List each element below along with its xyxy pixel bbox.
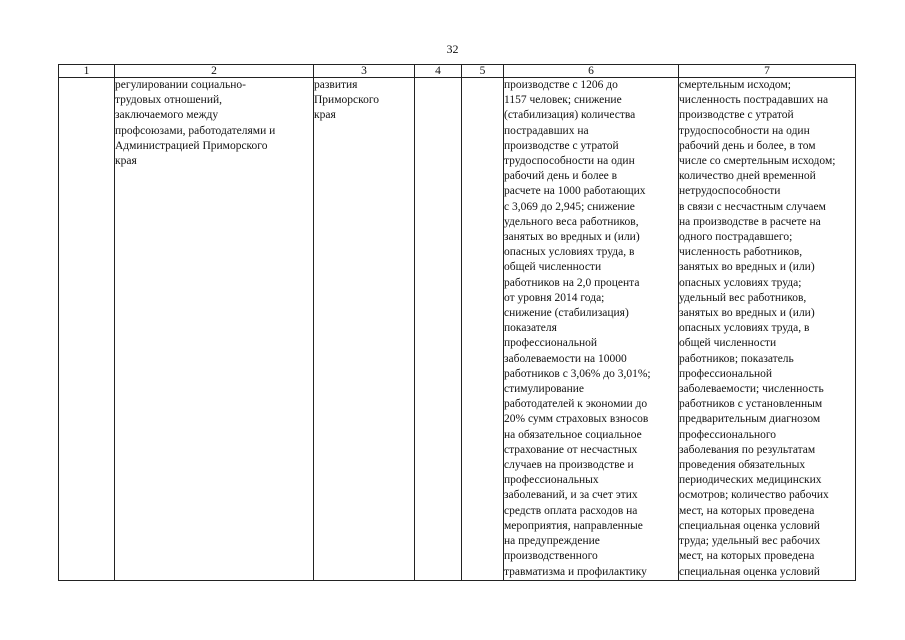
text-line: 20% сумм страховых взносов (504, 413, 649, 426)
text-line: страхование от несчастных (504, 443, 638, 456)
text-line: опасных условиях труда, в (679, 322, 810, 335)
text-line: мероприятия, направленные (504, 519, 643, 532)
cell-col-5 (462, 78, 504, 581)
text-line: работников на 2,0 процента (504, 276, 640, 289)
text-line: на обязательное социальное (504, 428, 642, 441)
text-line: случаев на производстве и (504, 459, 634, 472)
text-line: производстве с утратой (504, 139, 619, 152)
text-line: на предупреждение (504, 535, 600, 548)
text-line: трудоспособности на один (504, 155, 635, 168)
cell-col-7 (679, 78, 856, 581)
cell-col-2 (115, 78, 314, 581)
cell-col-1 (59, 78, 115, 581)
table-header-row (59, 65, 856, 78)
text-line: Администрацией Приморского (115, 139, 268, 152)
text-line: мест, на которых проведена (679, 504, 815, 517)
text-line: трудовых отношений, (115, 94, 222, 107)
text-line: края (115, 155, 137, 168)
text-line: периодических медицинских (679, 474, 822, 487)
text-line: трудоспособности на один (679, 124, 810, 137)
text-line: проведения обязательных (679, 459, 806, 472)
page-number: 32 (446, 42, 459, 56)
text-line: с 3,069 до 2,945; снижение (504, 200, 635, 213)
text-line: опасных условиях труда; (679, 276, 802, 289)
text-line: численность работников, (679, 246, 803, 259)
text-line: 1157 человек; снижение (504, 94, 622, 107)
text-line: рабочий день и более в (504, 170, 618, 183)
table-row (59, 78, 856, 581)
document-table (58, 64, 856, 581)
text-line: от уровня 2014 года; (504, 291, 605, 304)
text-line: рабочий день и более, в том (679, 139, 816, 152)
text-line: занятых во вредных и (или) (679, 307, 815, 320)
text-line: на производстве в расчете на (679, 215, 821, 228)
text-line: заболеваемости; численность (679, 383, 824, 396)
text-line: мест, на которых проведена (679, 550, 815, 563)
text-line: работников с установленным (679, 398, 823, 411)
text-line: производстве с 1206 до (504, 79, 618, 91)
text-line: профессионального (679, 428, 777, 441)
text-line: труда; удельный вес рабочих (679, 535, 821, 548)
text-line: заключаемого между (115, 109, 219, 122)
column-header-6: 6 (504, 65, 679, 78)
text-line: производстве с утратой (679, 109, 794, 122)
text-line: производственного (504, 550, 598, 563)
text-line: расчете на 1000 работающих (504, 185, 646, 198)
text-line: работников; показатель (679, 352, 794, 365)
text-line: профессиональных (504, 474, 599, 487)
text-line: травматизма и профилактику (504, 565, 647, 578)
text-line: числе со смертельным исходом; (679, 155, 836, 168)
cell-col-6 (504, 78, 679, 581)
text-line: численность пострадавших на (679, 94, 829, 107)
text-line: края (314, 109, 336, 122)
column-header-1: 1 (59, 65, 115, 78)
text-line: специальная оценка условий (679, 519, 820, 532)
text-line: (стабилизация) количества (504, 109, 636, 122)
text-line: профсоюзами, работодателями и (115, 124, 276, 137)
text-line: пострадавших на (504, 124, 589, 137)
column-header-7: 7 (679, 65, 856, 78)
column-header-4: 4 (415, 65, 462, 78)
text-line: удельного веса работников, (504, 215, 639, 228)
column-header-3: 3 (314, 65, 415, 78)
text-line: развития (314, 79, 358, 91)
text-line: профессиональной (679, 367, 773, 380)
text-line: занятых во вредных и (или) (679, 261, 815, 274)
text-line: заболеваемости на 10000 (504, 352, 627, 365)
text-line: опасных условиях труда, в (504, 246, 635, 259)
text-line: специальная оценка условий (679, 565, 820, 578)
text-line: средств оплата расходов на (504, 504, 638, 517)
text-line: снижение (стабилизация) (504, 307, 629, 320)
text-line: стимулирование (504, 383, 584, 396)
text-line: заболеваний, и за счет этих (504, 489, 638, 502)
text-line: количество дней временной (679, 170, 816, 183)
text-line: общей численности (679, 337, 777, 350)
text-line: профессиональной (504, 337, 598, 350)
text-line: заболевания по результатам (679, 443, 816, 456)
cell-col-3 (314, 78, 415, 581)
text-line: смертельным исходом; (679, 79, 791, 91)
column-header-5: 5 (462, 65, 504, 78)
text-line: нетрудоспособности (679, 185, 781, 198)
text-line: регулировании социально- (115, 79, 247, 91)
text-line: одного пострадавшего; (679, 231, 793, 244)
text-line: осмотров; количество рабочих (679, 489, 829, 502)
text-line: Приморского (314, 94, 380, 107)
text-line: занятых во вредных и (или) (504, 231, 640, 244)
text-line: работников с 3,06% до 3,01%; (504, 367, 651, 380)
text-line: предварительным диагнозом (679, 413, 821, 426)
text-line: удельный вес работников, (679, 291, 807, 304)
text-line: работодателей к экономии до (504, 398, 648, 411)
text-line: показателя (504, 322, 557, 335)
text-line: общей численности (504, 261, 602, 274)
cell-col-4 (415, 78, 462, 581)
text-line: в связи с несчастным случаем (679, 200, 826, 213)
column-header-2: 2 (115, 65, 314, 78)
